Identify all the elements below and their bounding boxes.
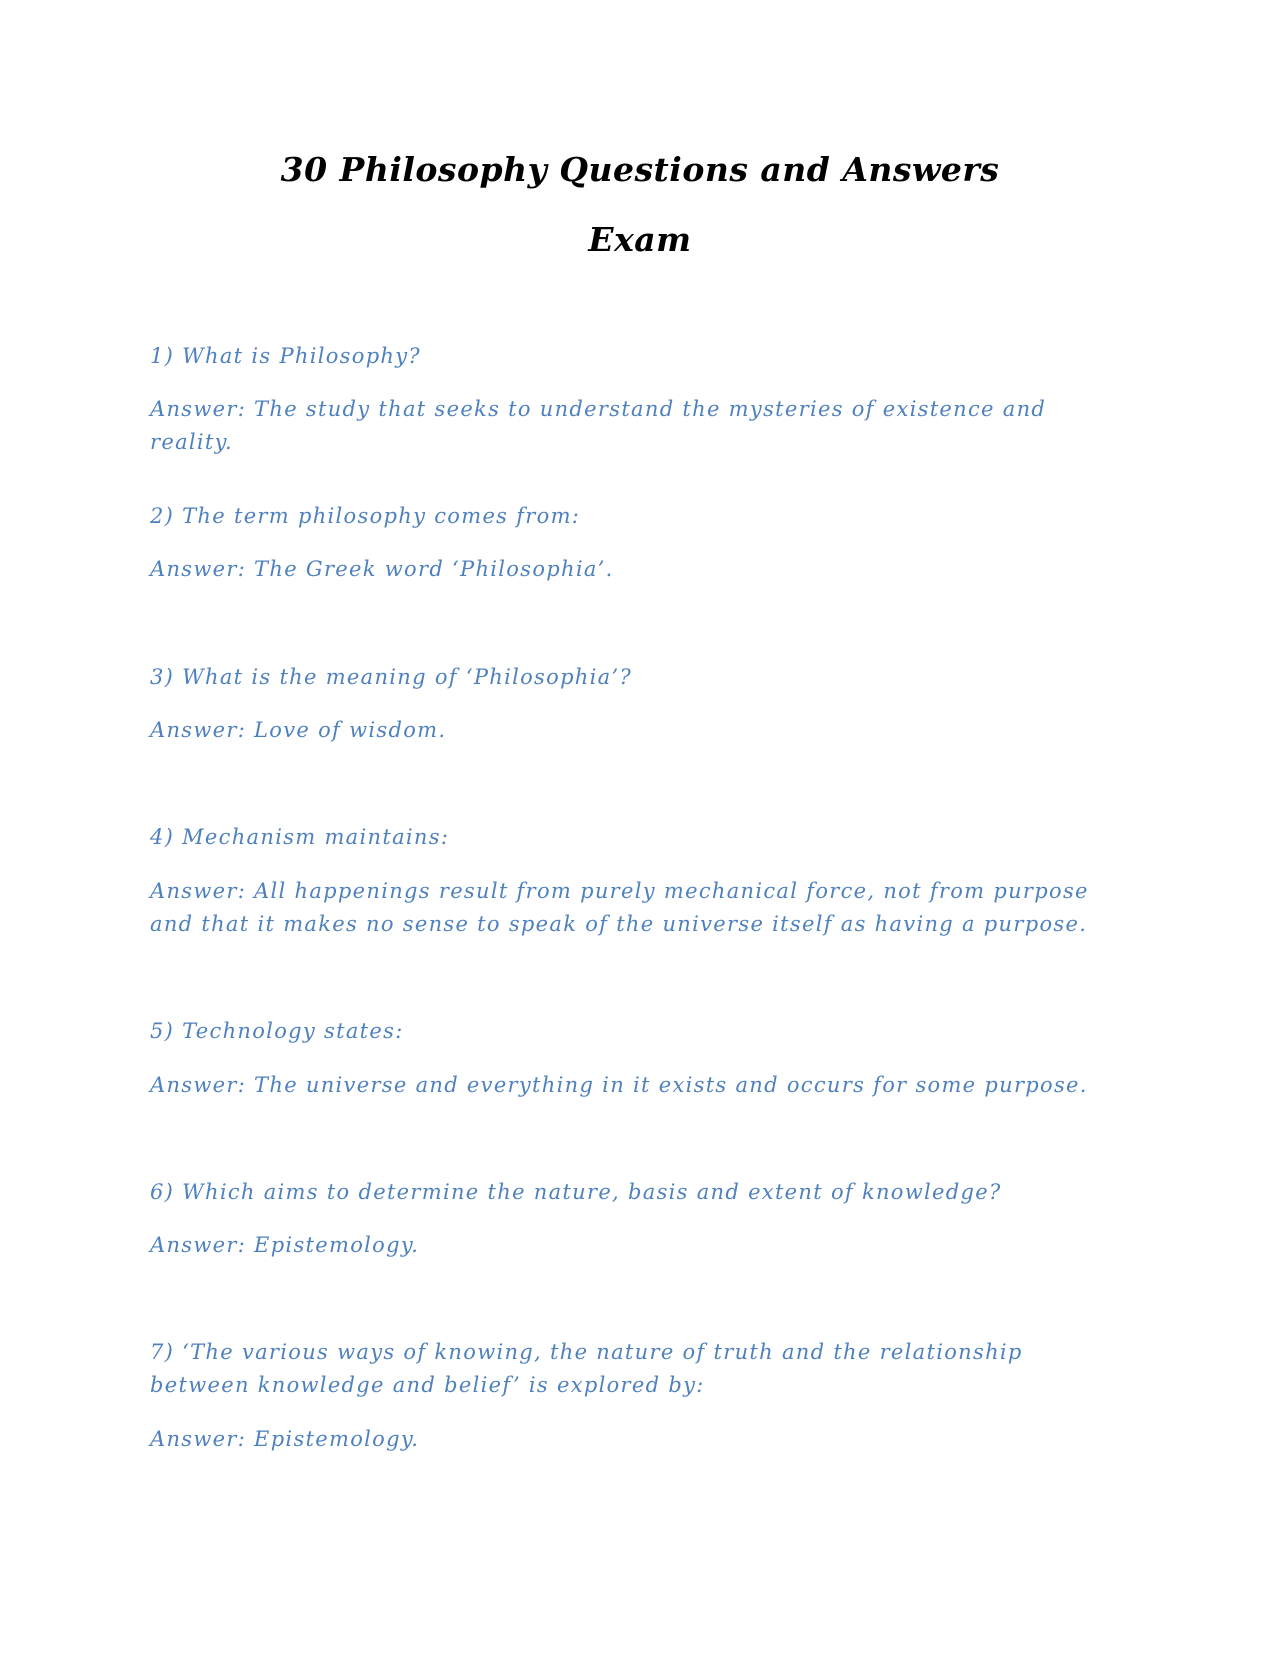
document-title-line-1: 30 Philosophy Questions and Answers (280, 150, 1000, 189)
answer-4: Answer: All happenings result from purely mechanical force, not from purpose and that it makes no sense to speak of the universe itself as having a purpose. (150, 879, 1089, 936)
answer-5: Answer: The universe and everything in it exists and occurs for some purpose. (150, 1073, 1088, 1097)
answer-6: Answer: Epistemology. (150, 1233, 420, 1257)
answer-7: Answer: Epistemology. (150, 1427, 420, 1451)
question-7: 7) ‘The various ways of knowing, the nature of truth and the relationship between knowledge and belief’ is explored by: (150, 1340, 1023, 1397)
document-title-line-2: Exam (588, 220, 692, 259)
answer-2: Answer: The Greek word ‘Philosophia’. (150, 557, 614, 581)
question-5: 5) Technology states: (150, 1019, 404, 1043)
question-4: 4) Mechanism maintains: (150, 825, 450, 849)
question-6: 6) Which aims to determine the nature, basis and extent of knowledge? (150, 1180, 1002, 1204)
answer-1: Answer: The study that seeks to understand the mysteries of existence and reality. (150, 397, 1047, 454)
question-2: 2) The term philosophy comes from: (150, 504, 581, 528)
question-1: 1) What is Philosophy? (150, 344, 421, 368)
question-3: 3) What is the meaning of ‘Philosophia’? (150, 665, 633, 689)
answer-3: Answer: Love of wisdom. (150, 718, 447, 742)
